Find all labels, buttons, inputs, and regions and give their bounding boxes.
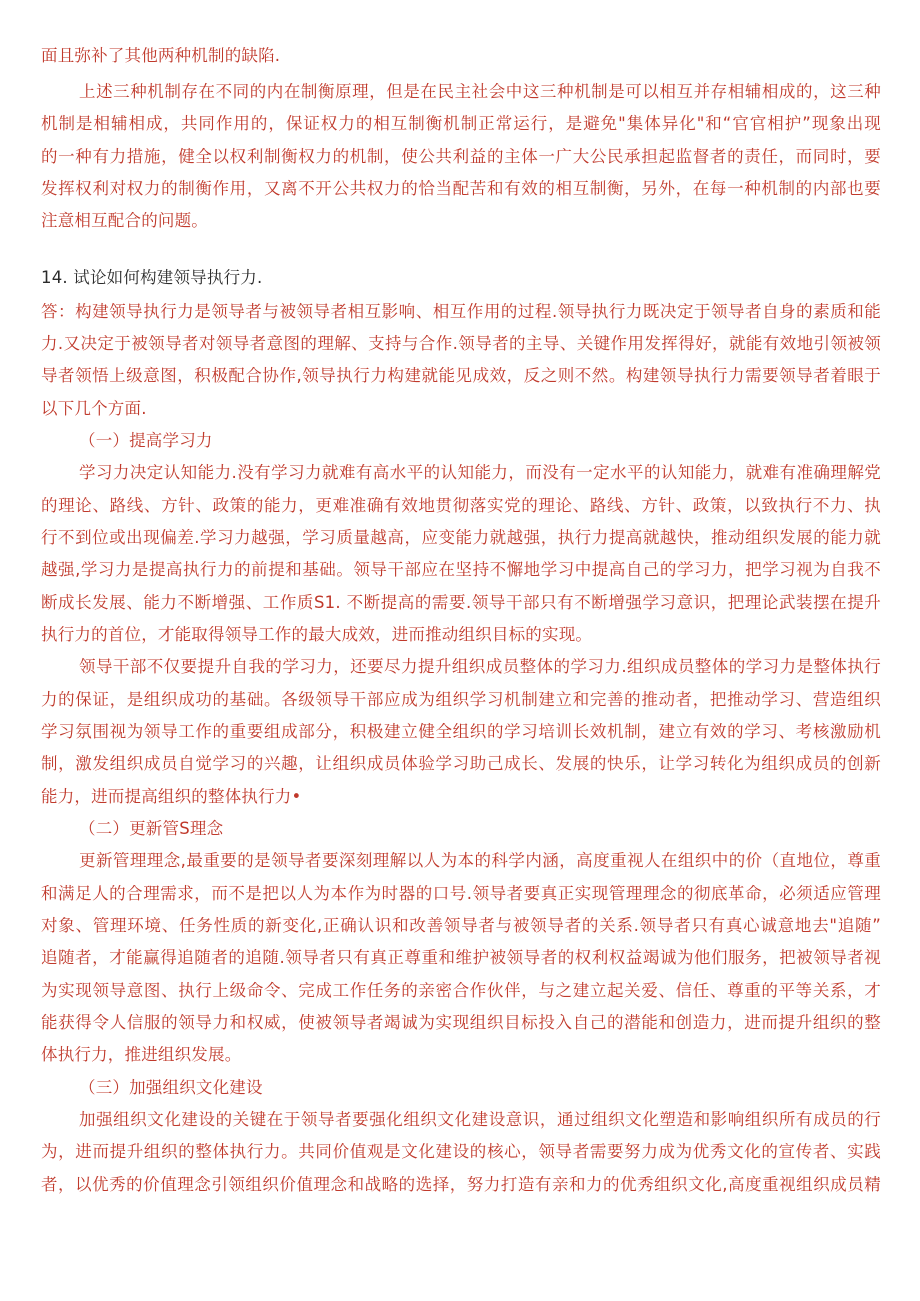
text-line: 学习力决定认知能力.没有学习力就难有高水平的认知能力，而没有一定水平的认知能力，就难有准确理解党 [79, 463, 881, 482]
text-line: 加强组织文化建设的关键在于领导者要强化组织文化建设意识，通过组织文化塑造和影响组织所有成员的行 [79, 1110, 881, 1129]
text-line: 制，激发组织成员自觉学习的兴趣，让组织成员体验学习助己成长、发展的快乐，让学习转化为组织成员的创新 [41, 754, 881, 773]
text-line: 执行力的首位，才能取得领导工作的最大成效，进而推动组织目标的实现。 [41, 625, 593, 644]
text-line: 对象、管理环境、任务性质的新变化,正确认识和改善领导者与被领导者的关系.领导者只有真心诚意地去"追随” [41, 916, 881, 935]
text-line: 力的保证，是组织成功的基础。各级领导干部应成为组织学习机制建立和完善的推动者，把推动学习、营造组织 [41, 690, 881, 709]
text-line: 领导干部不仅要提升自我的学习力，还要尽力提升组织成员整体的学习力.组织成员整体的学习力是整体执行 [79, 657, 881, 676]
text-line: 体执行力，推进组织发展。 [41, 1045, 242, 1064]
text-line: 以下几个方面. [41, 399, 147, 418]
text-line: 机制是相辅相成，共同作用的，保证权力的相互制衡机制正常运行，是避免"集体异化"和“官官相护”现象出现 [41, 114, 881, 133]
text-line: 力.又决定于被领导者对领导者意图的理解、支持与合作.领导者的主导、关键作用发挥得好，就能有效地引领被领 [41, 334, 881, 353]
section-heading: （一）提高学习力 [79, 431, 213, 450]
text-line: 能获得令人信服的领导力和权威，使被领导者竭诚为实现组织目标投入自己的潜能和创造力，进而提升组织的整 [41, 1013, 881, 1032]
text-line: 的一种有力措施，健全以权利制衡权力的机制，使公共利益的主体一广大公民承担起监督者的责任，而同时，要 [41, 147, 881, 166]
text-line: 行不到位或出现偏差.学习力越强，学习质量越高，应变能力就越强，执行力提高就越快，推动组织发展的能力就 [41, 528, 881, 547]
text-line: 越强,学习力是提高执行力的前提和基础。领导干部应在坚持不懈地学习中提高自己的学习力，把学习视为自我不 [41, 560, 881, 579]
text-line: 注意相互配合的问题。 [41, 211, 208, 230]
question-title: 14. 试论如何构建领导执行力. [41, 268, 263, 287]
text-line: 和满足人的合理需求，而不是把以人为本作为时器的口号.领导者要真正实现管理理念的彻底革命，必须适应管理 [41, 884, 881, 903]
text-line: 者，以优秀的价值理念引领组织价值理念和战略的选择，努力打造有亲和力的优秀组织文化,高度重视组织成员精 [41, 1175, 881, 1194]
text-line: 更新管理理念,最重要的是领导者要深刻理解以人为本的科学内涵，高度重视人在组织中的价（直地位，尊重 [79, 851, 881, 870]
text-line: 能力，进而提高组织的整体执行力• [41, 787, 302, 806]
section-heading: （二）更新管S理念 [79, 819, 224, 838]
text-line: 发挥权利对权力的制衡作用，又离不开公共权力的恰当配苦和有效的相互制衡，另外，在每一种机制的内部也要 [41, 179, 881, 198]
text-line: 的理论、路线、方针、政策的能力，更难准确有效地贯彻落实党的理论、路线、方针、政策，以致执行不力、执 [41, 496, 881, 515]
text-line: 面且弥补了其他两种机制的缺陷. [41, 46, 281, 65]
text-line: 学习氛围视为领导工作的重要组成部分，积极建立健全组织的学习培训长效机制，建立有效的学习、考核激励机 [41, 722, 881, 741]
text-line: 为，进而提升组织的整体执行力。共同价值观是文化建设的核心，领导者需要努力成为优秀文化的宣传者、实践 [41, 1142, 881, 1161]
text-line: 追随者，才能赢得追随者的追随.领导者只有真正尊重和维护被领导者的权利权益竭诚为他们服务，把被领导者视 [41, 948, 881, 967]
section-heading: （三）加强组织文化建设 [79, 1078, 263, 1097]
text-line: 导者领悟上级意图，积极配合协作,领导执行力构建就能见成效，反之则不然。构建领导执行力需要领导者着眼于 [41, 366, 881, 385]
text-line: 上述三种机制存在不同的内在制衡原理，但是在民主社会中这三种机制是可以相互并存相辅相成的，这三种 [79, 82, 881, 101]
text-line: 答：构建领导执行力是领导者与被领导者相互影响、相互作用的过程.领导执行力既决定于领导者自身的素质和能 [41, 302, 881, 321]
text-line: 为实现领导意图、执行上级命令、完成工作任务的亲密合作伙伴，与之建立起关爱、信任、尊重的平等关系，才 [41, 981, 881, 1000]
text-line: 断成长发展、能力不断增强、工作质S1. 不断提高的需要.领导干部只有不断增强学习意识，把理论武装摆在提升 [41, 593, 881, 612]
